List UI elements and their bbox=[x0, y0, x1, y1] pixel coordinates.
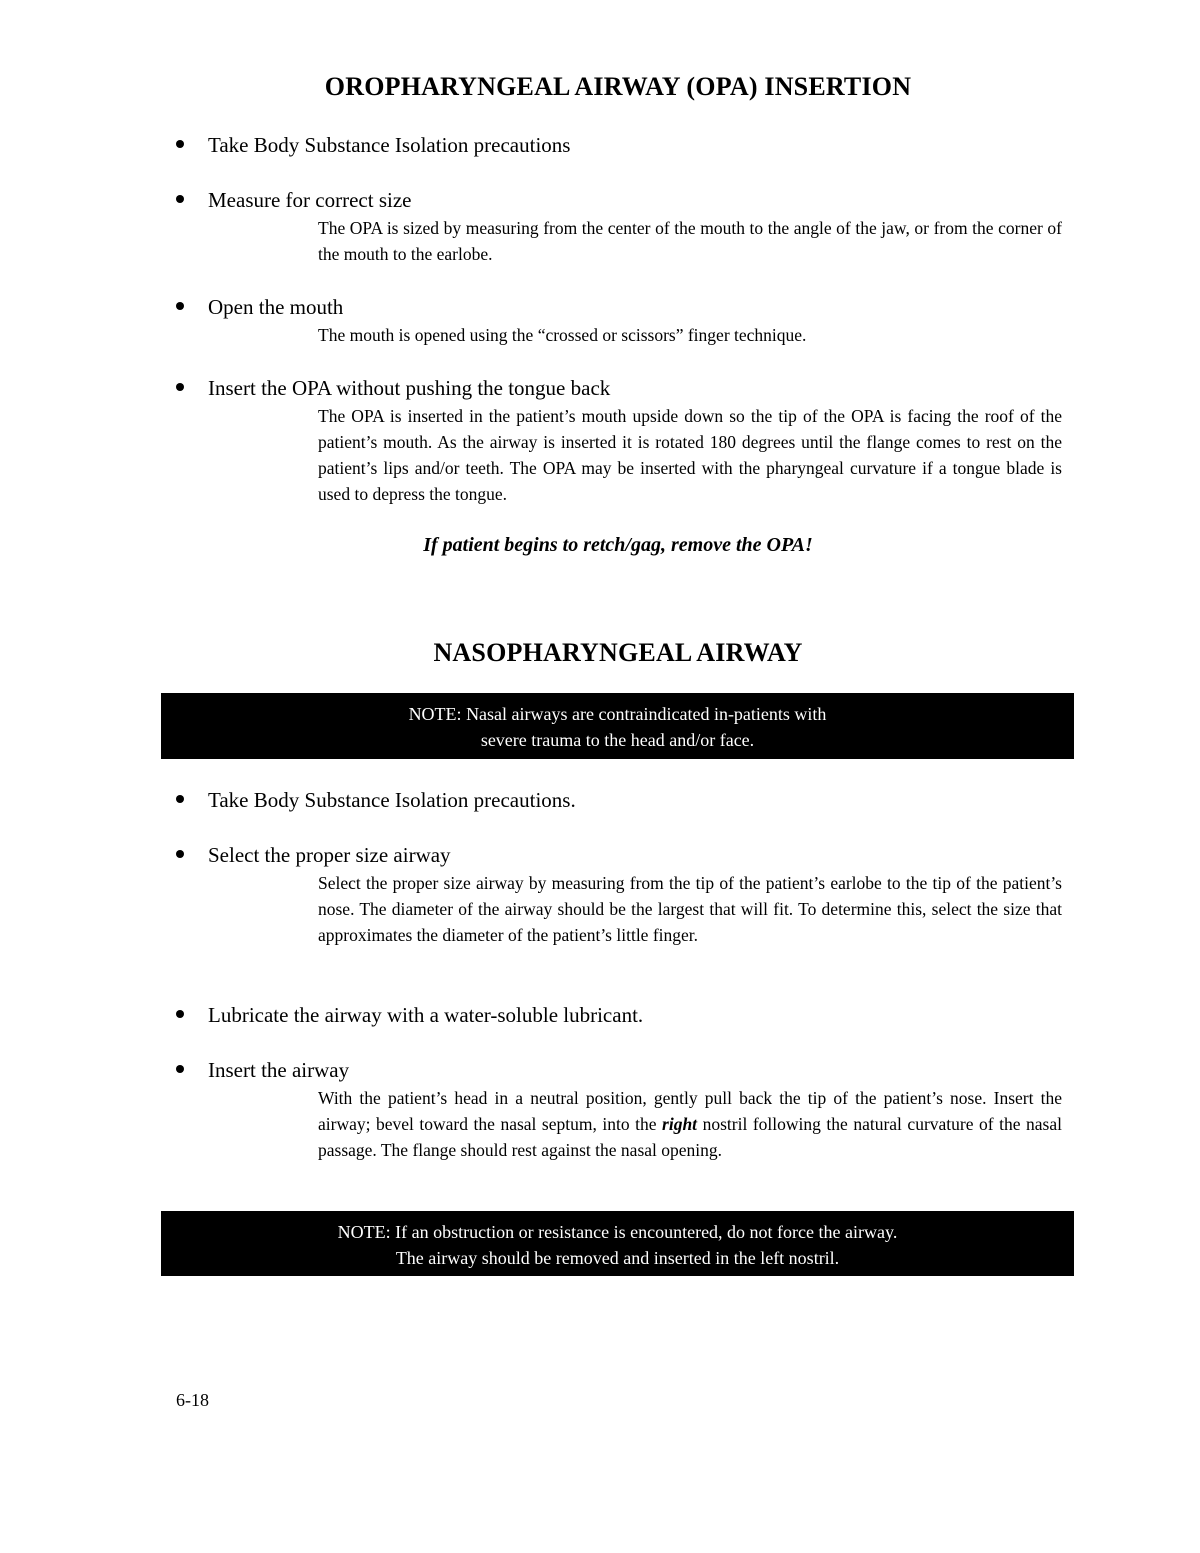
step-detail: The mouth is opened using the “crossed or scissors” finger technique. bbox=[318, 325, 807, 345]
emphasis-right: right bbox=[662, 1114, 698, 1134]
opa-step-2 bbox=[176, 187, 1062, 267]
note-text-line-2: The airway should be removed and inserted in the left nostril. bbox=[395, 1248, 840, 1268]
npa-step-1 bbox=[176, 787, 1062, 813]
note-label: NOTE: bbox=[408, 704, 462, 724]
bullet-icon bbox=[176, 850, 184, 858]
detail-text-end: nostril following the natural curvature of the nasal passage. The flange should rest against the nasal opening. bbox=[318, 1114, 1062, 1160]
step-heading: Lubricate the airway with a water-soluble lubricant. bbox=[208, 1003, 644, 1027]
step-heading: Insert the OPA without pushing the tongue back bbox=[208, 376, 611, 400]
bullet-icon bbox=[176, 302, 184, 310]
opa-step-3 bbox=[176, 294, 1062, 348]
note-text-line-2: severe trauma to the head and/or face. bbox=[480, 730, 755, 750]
bullet-icon bbox=[176, 795, 184, 803]
opa-title: OROPHARYNGEAL AIRWAY (OPA) INSERTION bbox=[324, 72, 912, 101]
npa-title: NASOPHARYNGEAL AIRWAY bbox=[433, 638, 803, 667]
npa-step-3 bbox=[176, 1002, 1062, 1028]
contraindication-note bbox=[161, 693, 1074, 759]
note-label: NOTE: bbox=[337, 1222, 391, 1242]
npa-step-4 bbox=[176, 1057, 1062, 1163]
step-heading: Select the proper size airway bbox=[208, 843, 451, 867]
note-text-line-1: If an obstruction or resistance is encountered, do not force the airway. bbox=[390, 1222, 898, 1242]
step-detail: The OPA is sized by measuring from the center of the mouth to the angle of the jaw, or from the corner of the mouth to the earlobe. bbox=[318, 218, 1062, 264]
note-text-line-1: Nasal airways are contraindicated in-patients with bbox=[461, 704, 827, 724]
step-heading: Insert the airway bbox=[208, 1058, 350, 1082]
npa-step-2 bbox=[176, 842, 1062, 948]
step-detail: The OPA is inserted in the patient’s mouth upside down so the tip of the OPA is facing the roof of the patient’s mouth. As the airway is inserted it is rotated 180 degrees until the flange comes to rest on the patient’s lips and/or teeth. The OPA may be inserted with the pharyngeal curvature if a tongue blade is used to depress the tongue. bbox=[318, 406, 1062, 504]
opa-step-4 bbox=[176, 375, 1062, 507]
bullet-icon bbox=[176, 383, 184, 391]
opa-gag-warning: If patient begins to retch/gag, remove the OPA! bbox=[423, 534, 813, 556]
bullet-icon bbox=[176, 195, 184, 203]
step-detail bbox=[318, 1085, 1062, 1163]
obstruction-note bbox=[161, 1211, 1074, 1276]
bullet-icon bbox=[176, 1065, 184, 1073]
step-heading: Take Body Substance Isolation precautions. bbox=[208, 788, 576, 812]
bullet-icon bbox=[176, 1010, 184, 1018]
step-heading: Measure for correct size bbox=[208, 188, 412, 212]
bullet-icon bbox=[176, 140, 184, 148]
step-detail: Select the proper size airway by measuring from the tip of the patient’s earlobe to the tip of the patient’s nose. The diameter of the airway should be the largest that will fit. To determine this, select the size that approximates the diameter of the patient’s little finger. bbox=[318, 873, 1062, 945]
step-heading: Take Body Substance Isolation precautions bbox=[208, 133, 571, 157]
opa-step-1 bbox=[176, 132, 1062, 158]
detail-text-start: With the patient’s head in a neutral position, gently pull back the tip of the patient’s nose. Insert the airway; bevel toward the nasal septum, into the bbox=[318, 1088, 1062, 1134]
step-heading: Open the mouth bbox=[208, 295, 344, 319]
page-number: 6-18 bbox=[176, 1390, 209, 1410]
